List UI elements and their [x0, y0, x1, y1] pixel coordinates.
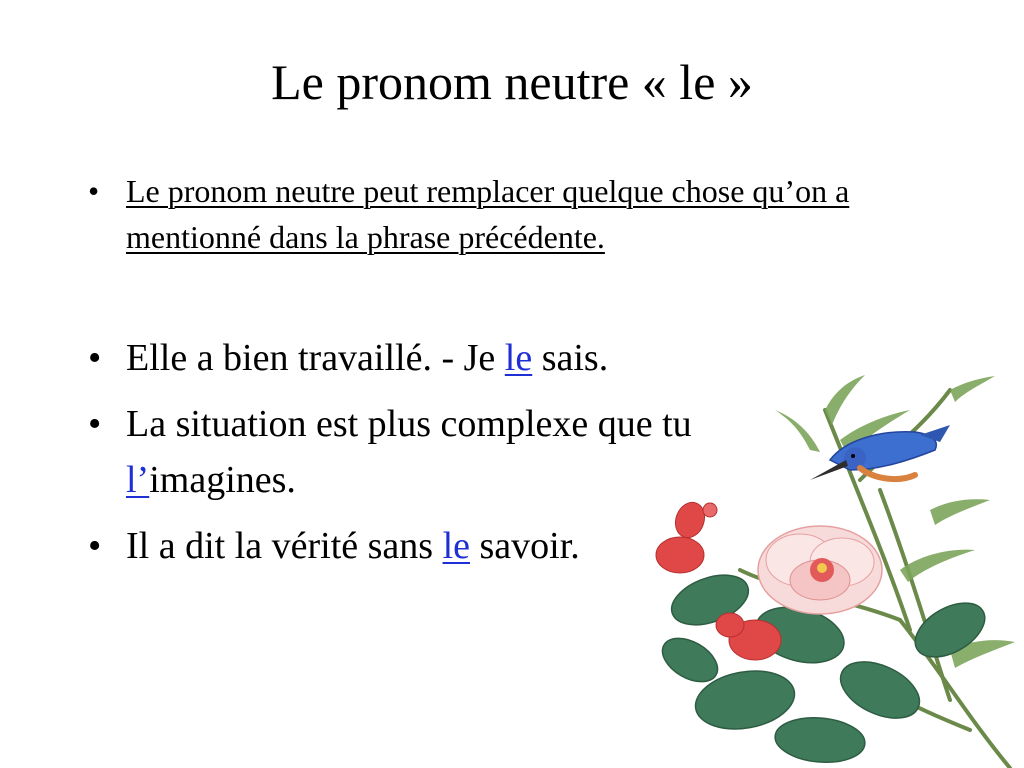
bullet-marker: •	[88, 173, 100, 209]
bullet-marker: •	[88, 403, 102, 445]
bullet-marker: •	[88, 337, 102, 379]
bullet-text-after: sais.	[532, 337, 609, 379]
bullet-marker: •	[88, 525, 102, 567]
pronoun-link[interactable]: le	[442, 525, 470, 567]
slide-title: Le pronom neutre « le »	[271, 54, 753, 110]
bullet-item-definition	[82, 168, 912, 260]
bullet-text-before: Il a dit la vérité sans	[126, 525, 443, 567]
pronoun-link[interactable]: le	[504, 337, 533, 379]
kingfisher-bird	[810, 425, 950, 480]
bullet-text-before: Elle a bien travaillé. - Je	[126, 337, 505, 379]
pronoun-link[interactable]: l’	[126, 459, 150, 501]
bullet-text-after: savoir.	[470, 525, 580, 567]
peony-flower	[758, 526, 882, 614]
bullet-text-after: imagines.	[149, 459, 296, 501]
bullet-text-before: La situation est plus complexe que tu	[126, 403, 692, 445]
flower-bird-illustration-icon	[650, 370, 1024, 768]
bullet-text: Le pronom neutre peut remplacer quelque chose qu’on a mentionné dans la phrase précédente.	[126, 173, 850, 255]
